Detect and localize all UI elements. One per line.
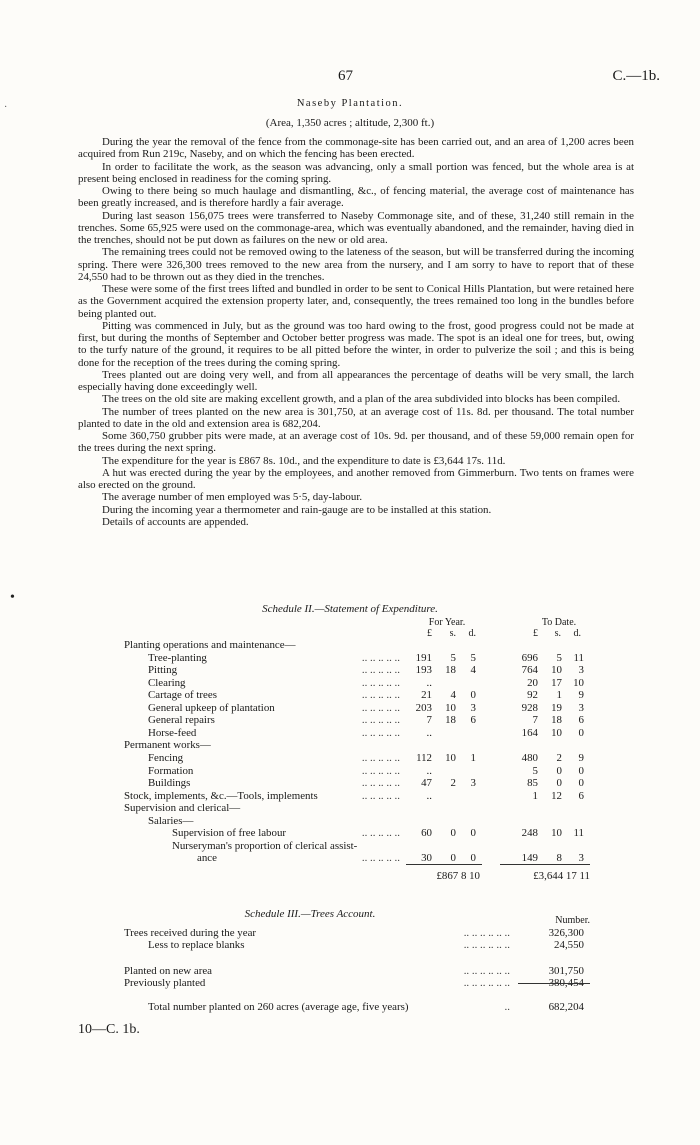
unit-pence: d. <box>573 628 581 639</box>
row-label: Buildings <box>148 777 191 790</box>
unit-pounds: £ <box>427 628 432 639</box>
leader-dots: .. .. .. .. .. <box>361 726 400 739</box>
schedule-2-row <box>0 852 700 864</box>
leader-dots: .. .. .. .. .. .. <box>463 927 510 939</box>
paragraph: The average number of men employed was 5·5, day-labour. <box>102 491 363 504</box>
schedule-2-row <box>0 639 700 651</box>
date-pounds: 248 <box>521 827 538 840</box>
date-pence: 3 <box>578 664 584 677</box>
date-pounds: 928 <box>521 701 538 714</box>
row-label: Tree-planting <box>148 651 207 664</box>
paragraph: During last season 156,075 trees were transferred to Naseby Commonage site, and of these, 31,240 still remain in the trenches. Some 65,925 were used on the commonage-area, which was eventually abandoned, and the remainder, having died in the trenches, should not be put down as failures on the new or old area. <box>78 209 634 246</box>
leader-dots: .. .. .. .. .. .. <box>463 977 510 989</box>
schedule-2-row <box>0 827 700 839</box>
date-pence: 6 <box>578 789 584 802</box>
year-shillings: 18 <box>445 664 456 677</box>
section-subtitle: (Area, 1,350 acres ; altitude, 2,300 ft.) <box>265 117 435 129</box>
year-shillings: 2 <box>450 777 456 790</box>
row-label: Horse-feed <box>148 726 197 739</box>
paragraph: The number of trees planted on the new area is 301,750, at an average cost of 11s. 8d. per thousand. The total number planted to date in the old and extension area is 682,204. <box>78 405 634 430</box>
paragraph: The expenditure for the year is £867 8s. 10d., and the expenditure to date is £3,644 17s. 11d. <box>102 454 506 467</box>
schedule-2-row <box>0 702 700 714</box>
leader-dots: .. .. .. .. .. <box>361 701 400 714</box>
row-label: General repairs <box>148 714 215 727</box>
date-shillings: 18 <box>551 714 562 727</box>
paragraph: During the year the removal of the fence from the commonage-site has been carried out, and an area of 1,200 acres been acquired from Run 219c, Naseby, and on which the fencing has been erected. <box>78 136 634 161</box>
schedule-2-row <box>0 765 700 777</box>
schedule-2-row <box>0 840 700 852</box>
year-shillings: 10 <box>445 751 456 764</box>
year-shillings: 0 <box>450 852 456 865</box>
date-pence: 0 <box>578 764 584 777</box>
date-pence: 10 <box>573 676 584 689</box>
schedule-2-row <box>0 727 700 739</box>
schedule-2-row <box>0 802 700 814</box>
year-pence: 6 <box>470 714 476 727</box>
tree-count: 326,300 <box>548 927 584 939</box>
date-shillings: 10 <box>551 664 562 677</box>
date-shillings: 0 <box>556 764 562 777</box>
paragraph: The remaining trees could not be removed owing to the lateness of the season, but will be transferred during the incoming spring. There were 326,300 trees removed to the new area from the nursery, and I am sorry to have to report that of these 24,550 had to be thrown out as they died in the trenches. <box>78 246 634 283</box>
date-shillings: 10 <box>551 827 562 840</box>
paragraph: In order to facilitate the work, as the season was advancing, only a small portion was fenced, but the whole area is at present being enclosed in readiness for the coming spring. <box>78 160 634 185</box>
year-pence: 4 <box>470 664 476 677</box>
paragraph: Details of accounts are appended. <box>102 515 249 528</box>
year-pounds: 112 <box>416 751 432 764</box>
schedule-3-title: Schedule III.—Trees Account. <box>244 908 376 920</box>
schedule-3-row <box>0 965 700 977</box>
row-label: Less to replace blanks <box>148 939 245 951</box>
leader-dots: .. .. .. .. .. <box>361 827 400 840</box>
date-pounds: 20 <box>527 676 538 689</box>
leader-dots: .. .. .. .. .. .. <box>463 965 510 977</box>
year-pounds: .. <box>426 726 432 739</box>
date-pounds: 164 <box>521 726 538 739</box>
year-shillings: 5 <box>450 651 456 664</box>
schedule-3-row <box>0 1001 700 1013</box>
row-label: Planted on new area <box>124 965 212 977</box>
year-pounds: 47 <box>421 777 432 790</box>
schedule-3-header <box>0 915 700 927</box>
row-label: Fencing <box>148 751 184 764</box>
date-pence: 11 <box>573 827 584 840</box>
leader-dots: .. .. .. .. .. <box>361 751 400 764</box>
date-shillings: 5 <box>556 651 562 664</box>
schedule-2-row <box>0 689 700 701</box>
date-pounds: 149 <box>521 852 538 865</box>
leader-dots: .. .. .. .. .. <box>361 764 400 777</box>
year-pounds: .. <box>426 676 432 689</box>
date-pence: 6 <box>578 714 584 727</box>
date-shillings: 2 <box>556 751 562 764</box>
paragraph: Some 360,750 grubber pits were made, at an average cost of 10s. 9d. per thousand, and of these 59,000 remain open for the trees during the next spring. <box>78 430 634 455</box>
row-label: Supervision of free labour <box>172 827 287 840</box>
leader-dots: .. .. .. .. .. <box>361 651 400 664</box>
unit-pounds: £ <box>533 628 538 639</box>
date-pence: 3 <box>578 852 584 865</box>
year-pence: 3 <box>470 701 476 714</box>
sub-rule <box>518 983 590 984</box>
date-pounds: 480 <box>521 751 538 764</box>
leader-dots: .. .. .. .. .. .. <box>463 939 510 951</box>
date-pence: 3 <box>578 701 584 714</box>
year-pounds: 7 <box>426 714 432 727</box>
tree-count: 301,750 <box>548 965 584 977</box>
paragraph: Pitting was commenced in July, but as the ground was too hard owing to the frost, good progress could not be made at first, but during the months of September and October better progress was made. The spot is an ideal one for trees, but, owing to the turfy nature of the ground, it requires to be all pitted before the winter, in order to pulverize the soil ; and this is being done for the reception of the trees during the coming spring. <box>78 319 634 369</box>
schedule-2-row <box>0 664 700 676</box>
paragraph: A hut was erected during the year by the employees, and another removed from Gimmerburn. Two tents on frames were also erected on the ground. <box>78 466 634 491</box>
row-label: Pitting <box>148 664 178 677</box>
year-pounds: .. <box>426 789 432 802</box>
year-pounds: 193 <box>415 664 432 677</box>
row-label: ance <box>197 852 217 865</box>
row-label: Planting operations and maintenance— <box>124 639 296 651</box>
date-pounds: 92 <box>527 689 538 702</box>
col-number: Number. <box>555 915 590 926</box>
date-pence: 11 <box>573 651 584 664</box>
tree-count: 682,204 <box>548 1001 584 1013</box>
date-pounds: 764 <box>521 664 538 677</box>
year-shillings: 10 <box>445 701 456 714</box>
page-number: 67 <box>338 68 353 84</box>
year-pounds: 21 <box>421 689 432 702</box>
total-rule-date <box>500 864 590 865</box>
leader-dots: .. .. .. .. .. <box>361 676 400 689</box>
date-shillings: 19 <box>551 701 562 714</box>
leader-dots: .. .. .. .. .. <box>361 852 400 865</box>
date-pence: 0 <box>578 726 584 739</box>
date-shillings: 17 <box>551 676 562 689</box>
year-pence: 3 <box>470 777 476 790</box>
unit-shillings: s. <box>554 628 561 639</box>
date-pence: 0 <box>578 777 584 790</box>
row-label: Previously planted <box>124 977 206 989</box>
schedule-2-row <box>0 714 700 726</box>
total-to-date: £3,644 17 11 <box>533 870 590 882</box>
report-body <box>78 136 634 528</box>
leader-dots: .. .. .. .. .. <box>361 664 400 677</box>
date-pounds: 85 <box>527 777 538 790</box>
schedule-3-row <box>0 927 700 939</box>
row-label: Permanent works— <box>124 739 211 752</box>
schedule-3-row <box>0 977 700 989</box>
schedule-2-row <box>0 790 700 802</box>
schedule-2-row <box>0 777 700 789</box>
date-shillings: 12 <box>551 789 562 802</box>
year-pounds: .. <box>426 764 432 777</box>
year-pence: 0 <box>470 852 476 865</box>
year-pounds: 191 <box>415 651 432 664</box>
row-label: Total number planted on 260 acres (average age, five years) <box>148 1001 409 1013</box>
row-label: Nurseryman's proportion of clerical assist- <box>172 839 358 852</box>
schedule-2-title: Schedule II.—Statement of Expenditure. <box>262 603 438 615</box>
year-pence: 0 <box>470 827 476 840</box>
schedule-2-row <box>0 739 700 751</box>
date-pounds: 1 <box>532 789 538 802</box>
page-code: C.—1b. <box>612 68 660 84</box>
date-pounds: 5 <box>532 764 538 777</box>
total-for-year: £867 8 10 <box>436 870 480 882</box>
row-label: Cartage of trees <box>148 689 217 702</box>
paragraph: Trees planted out are doing very well, and from all appearances the percentage of deaths will be very small, the larch especially having done exceedingly well. <box>78 368 634 393</box>
row-label: Clearing <box>148 676 186 689</box>
row-label: Formation <box>148 764 194 777</box>
schedule-2-row <box>0 815 700 827</box>
col-to-date: To Date. <box>541 617 577 628</box>
margin-bullet: • <box>10 590 15 605</box>
paragraph: These were some of the first trees lifted and bundled in order to be sent to Conical Hills Plantation, but were retained here as the Government acquired the extension property later, and, consequently, the trees remained too long in the bundles before being planted out. <box>78 283 634 320</box>
date-pounds: 696 <box>521 651 538 664</box>
row-label: Supervision and clerical— <box>124 802 241 815</box>
year-shillings: 18 <box>445 714 456 727</box>
unit-pence: d. <box>468 628 476 639</box>
leader-dots: .. .. .. .. .. <box>361 714 400 727</box>
year-pounds: 30 <box>421 852 432 865</box>
col-for-year: For Year. <box>428 617 466 628</box>
schedule-2-row <box>0 677 700 689</box>
schedule-3-row <box>0 939 700 951</box>
page-footer: 10—C. 1b. <box>78 1022 140 1037</box>
date-shillings: 8 <box>556 852 562 865</box>
year-pence: 5 <box>470 651 476 664</box>
schedule-2-totals <box>0 870 700 882</box>
date-shillings: 0 <box>556 777 562 790</box>
leader-dots: .. .. .. .. .. <box>361 689 400 702</box>
schedule-2-row <box>0 752 700 764</box>
margin-tick: · <box>4 102 8 113</box>
total-rule-year <box>406 864 482 865</box>
date-pence: 9 <box>578 751 584 764</box>
year-pence: 0 <box>470 689 476 702</box>
year-pounds: 60 <box>421 827 432 840</box>
leader-dots: .. .. .. .. .. <box>361 789 400 802</box>
date-shillings: 1 <box>556 689 562 702</box>
year-pounds: 203 <box>415 701 432 714</box>
paragraph: Owing to there being so much haulage and dismantling, &c., of fencing material, the average cost of maintenance has been greatly increased, and is therefore hardly a fair average. <box>78 185 634 210</box>
year-pence: 1 <box>470 751 476 764</box>
row-label: General upkeep of plantation <box>148 701 275 714</box>
row-label: Trees received during the year <box>124 927 257 939</box>
tree-count: 24,550 <box>554 939 584 951</box>
year-shillings: 4 <box>450 689 456 702</box>
leader-dots: .. <box>504 1001 510 1013</box>
unit-shillings: s. <box>449 628 456 639</box>
date-pounds: 7 <box>532 714 538 727</box>
date-pence: 9 <box>578 689 584 702</box>
row-label: Stock, implements, &c.—Tools, implements <box>124 789 318 802</box>
section-title: Naseby Plantation. <box>296 98 404 109</box>
paragraph: The trees on the old site are making excellent growth, and a plan of the area subdivided into blocks has been compiled. <box>102 393 621 406</box>
date-shillings: 10 <box>551 726 562 739</box>
tree-count: 380,454 <box>548 977 584 989</box>
schedule-2-row <box>0 652 700 664</box>
year-shillings: 0 <box>450 827 456 840</box>
paragraph: During the incoming year a thermometer and rain-gauge are to be installed at this station. <box>102 503 492 516</box>
row-label: Salaries— <box>148 814 194 827</box>
leader-dots: .. .. .. .. .. <box>361 777 400 790</box>
